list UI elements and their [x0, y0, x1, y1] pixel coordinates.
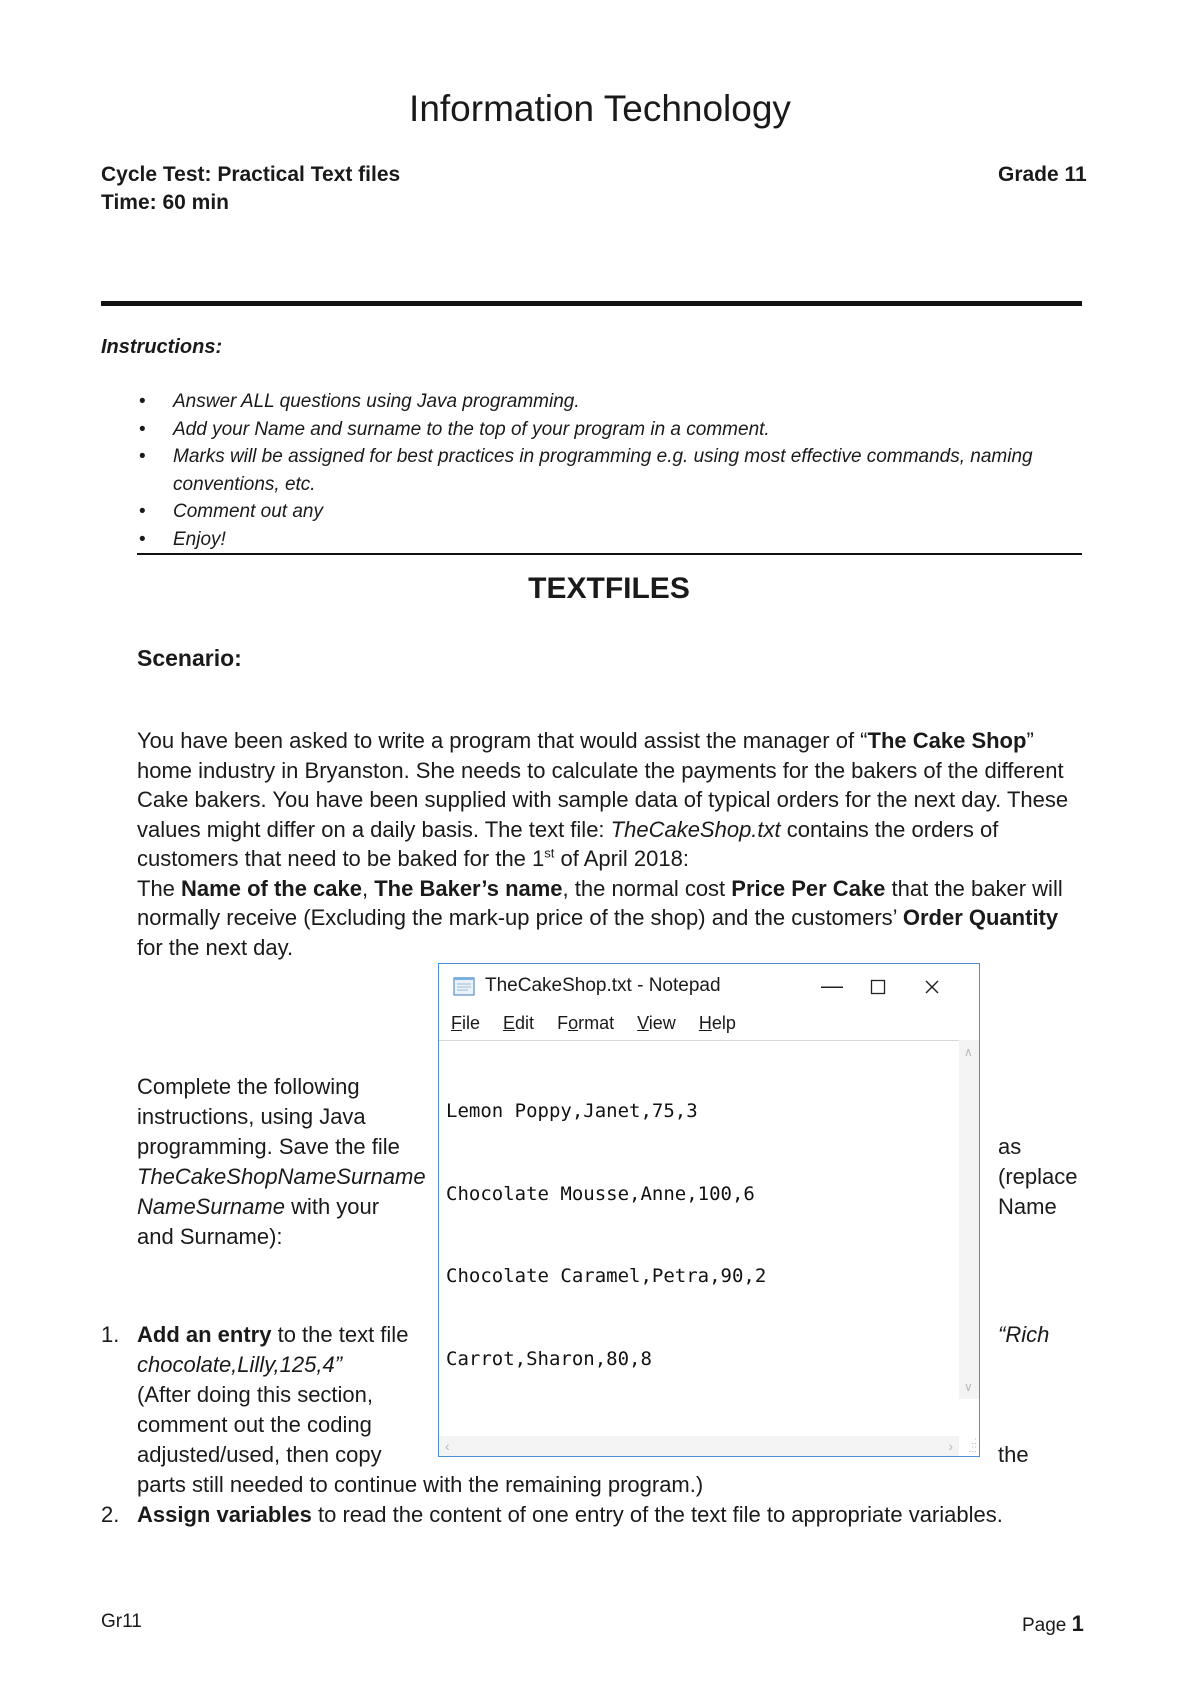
question-1-right-fragment: the: [998, 1442, 1029, 1467]
notepad-menubar: [451, 1013, 754, 1034]
maximize-icon[interactable]: [855, 966, 901, 1006]
notepad-lines: [446, 1043, 869, 1400]
time-label: Time: 60 min: [101, 191, 229, 214]
instruction-item: • Add your Name and surname to the top of your program in a comment.: [137, 416, 1067, 444]
section-title: TEXTFILES: [528, 572, 690, 605]
complete-right-fragment: as: [998, 1134, 1022, 1159]
notepad-app-icon: [453, 976, 475, 996]
question-2-line: Assign variables to read the content of one entry of the text file to appropriate variables.: [137, 1502, 1003, 1527]
notepad-titlebar[interactable]: [439, 964, 979, 1008]
complete-line: NameSurname with your: [137, 1194, 380, 1219]
notepad-text-area[interactable]: [439, 1040, 959, 1400]
test-name: Cycle Test: Practical Text files: [101, 163, 401, 186]
document-title: Information Technology: [409, 88, 791, 129]
footer-left: Gr11: [101, 1611, 142, 1632]
vertical-scrollbar[interactable]: [959, 1040, 979, 1399]
grade-label: Grade 11: [998, 163, 1087, 186]
text-line: Chocolate Mousse,Anne,100,6: [446, 1182, 755, 1205]
question-1-line: (After doing this section,: [137, 1382, 374, 1407]
question-1-number: 1.: [101, 1322, 120, 1347]
instructions-heading: Instructions:: [101, 336, 223, 358]
scroll-down-icon[interactable]: ∨: [964, 1380, 973, 1394]
menu-format[interactable]: Format: [557, 1013, 615, 1033]
question-1-right-fragment: “Rich: [998, 1322, 1050, 1347]
question-1-line: comment out the coding: [137, 1412, 372, 1437]
menu-help[interactable]: Help: [698, 1013, 736, 1033]
scenario-label: Scenario:: [137, 645, 242, 671]
question-1-line: chocolate,Lilly,125,4”: [137, 1352, 343, 1377]
menu-view[interactable]: View: [637, 1013, 676, 1033]
header-divider: [101, 301, 1082, 306]
notepad-window: [438, 963, 980, 1457]
scenario-paragraph: You have been asked to write a program that would assist the manager of “The Cake Shop” home industry in Bryanston. She needs to calculate the payments for the bakers of the different Cake bakers. You have been supplied with sample data of typical orders for the next day. These values might differ on a daily basis. The text file: TheCakeShop.txt contains the orders of customers that need to be baked for the 1st of April 2018: The Name of the cake, The Baker’s name, the normal cost Price Per Cake that the baker will normally receive (Excluding the mark-up price of the shop) and the customers’ Order Quantity for the next day.: [137, 728, 1069, 960]
instruction-item: • Answer ALL questions using Java programming.: [137, 388, 1067, 416]
text-line: Carrot,Sharon,80,8: [446, 1347, 652, 1370]
complete-right-fragment: (replace: [998, 1164, 1078, 1189]
complete-right-fragment: Name: [998, 1194, 1057, 1219]
complete-line: Complete the following: [137, 1074, 360, 1099]
complete-line: programming. Save the file: [137, 1134, 400, 1159]
page-number: Page 1: [1022, 1611, 1084, 1636]
notepad-title: TheCakeShop.txt - Notepad: [485, 975, 721, 996]
close-icon[interactable]: [909, 966, 955, 1006]
instructions-divider: [137, 553, 1082, 555]
horizontal-scrollbar[interactable]: [439, 1436, 959, 1456]
question-1-line: adjusted/used, then copy: [137, 1442, 382, 1467]
instruction-item: • Marks will be assigned for best practices in programming e.g. using most effective commands, naming conventions, etc.: [137, 443, 1067, 498]
complete-line: and Surname):: [137, 1224, 283, 1249]
complete-line: TheCakeShopNameSurname: [137, 1164, 426, 1189]
instruction-item: • Comment out any: [137, 498, 1067, 526]
question-1-line: parts still needed to continue with the remaining program.): [137, 1472, 704, 1497]
scroll-up-icon[interactable]: ∧: [964, 1045, 973, 1059]
instruction-item: • Enjoy!: [137, 526, 1067, 554]
minimize-icon[interactable]: —: [821, 973, 843, 998]
text-line: Chocolate Caramel,Petra,90,2: [446, 1265, 767, 1287]
menu-file[interactable]: File: [451, 1013, 481, 1033]
menu-edit[interactable]: Edit: [503, 1013, 535, 1033]
scroll-right-icon[interactable]: ›: [948, 1438, 953, 1454]
question-2-number: 2.: [101, 1502, 120, 1527]
complete-line: instructions, using Java: [137, 1104, 366, 1129]
text-line: Lemon Poppy,Janet,75,3: [446, 1100, 698, 1122]
resize-grip-icon[interactable]: .: .::: [968, 1436, 977, 1455]
scroll-left-icon[interactable]: ‹: [445, 1438, 450, 1454]
instructions-list: [137, 388, 1067, 553]
question-1-line: Add an entry to the text file: [137, 1322, 409, 1347]
